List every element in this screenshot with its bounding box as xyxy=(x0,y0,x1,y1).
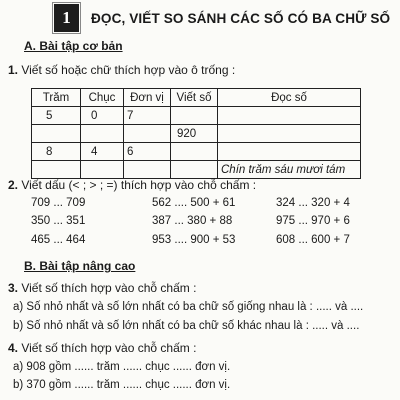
table-cell[interactable] xyxy=(218,125,361,143)
table-cell[interactable] xyxy=(171,107,218,125)
question-3 xyxy=(8,281,196,295)
question-4-text: Viết số thích hợp vào chỗ chấm : xyxy=(18,341,197,355)
table-cell[interactable] xyxy=(124,125,171,143)
table-cell[interactable] xyxy=(124,161,171,179)
question-2-number: 2. xyxy=(8,178,19,192)
header-ones: Đơn vị xyxy=(124,89,171,107)
question-3-part-a[interactable]: a) Số nhỏ nhất và số lớn nhất có ba chữ số giống nhau là : ..... và .... xyxy=(13,301,364,313)
section-advanced-heading: B. Bài tập nâng cao xyxy=(24,259,136,273)
place-value-table xyxy=(31,88,361,179)
header-read-number: Đọc số xyxy=(218,89,361,107)
question-2-text: Viết dấu (< ; > ; =) thích hợp vào chỗ chấm : xyxy=(18,178,257,192)
table-cell[interactable]: Chín trăm sáu mươi tám xyxy=(218,161,361,179)
header-tens: Chục xyxy=(81,89,124,107)
table-cell[interactable]: 5 xyxy=(32,107,81,125)
question-3-text: Viết số thích hợp vào chỗ chấm : xyxy=(18,281,197,295)
compare-item[interactable]: 350 ... 351 xyxy=(31,215,86,227)
compare-item[interactable]: 387 ... 380 + 88 xyxy=(152,215,233,227)
compare-item[interactable]: 975 ... 970 + 6 xyxy=(276,215,350,227)
table-cell[interactable] xyxy=(218,143,361,161)
table-cell[interactable] xyxy=(81,125,124,143)
compare-item[interactable]: 324 ... 320 + 4 xyxy=(276,197,350,209)
table-cell[interactable]: 4 xyxy=(81,143,124,161)
table-cell[interactable] xyxy=(171,143,218,161)
table-cell[interactable] xyxy=(32,161,81,179)
question-4-part-b[interactable]: b) 370 gồm ...... trăm ...... chục ...... đơn vị. xyxy=(13,379,231,391)
question-3-part-b[interactable]: b) Số nhỏ nhất và số lớn nhất có ba chữ số khác nhau là : ..... và .... xyxy=(13,320,360,332)
table-cell[interactable]: 8 xyxy=(32,143,81,161)
compare-item[interactable]: 608 ... 600 + 7 xyxy=(276,234,350,246)
compare-item[interactable]: 562 .... 500 + 61 xyxy=(152,197,236,209)
question-3-number: 3. xyxy=(8,281,19,295)
table-row xyxy=(32,143,361,161)
question-4-number: 4. xyxy=(8,341,19,355)
question-1 xyxy=(8,63,235,77)
question-2 xyxy=(8,178,256,192)
question-1-text: Viết số hoặc chữ thích hợp vào ô trống : xyxy=(18,63,236,77)
table-cell[interactable]: 920 xyxy=(171,125,218,143)
header-write-number: Viết số xyxy=(171,89,218,107)
table-cell[interactable]: 7 xyxy=(124,107,171,125)
table-header-row xyxy=(32,89,361,107)
table-cell[interactable] xyxy=(32,125,81,143)
table-row xyxy=(32,161,361,179)
compare-item[interactable]: 953 .... 900 + 53 xyxy=(152,234,236,246)
question-1-number: 1. xyxy=(8,63,19,77)
compare-item[interactable]: 465 ... 464 xyxy=(31,234,86,246)
table-cell[interactable] xyxy=(171,161,218,179)
question-4-part-a[interactable]: a) 908 gồm ...... trăm ...... chục ...... đơn vị. xyxy=(13,361,231,373)
lesson-number-badge: 1 xyxy=(54,4,79,32)
table-cell[interactable] xyxy=(81,161,124,179)
table-cell[interactable] xyxy=(218,107,361,125)
table-cell[interactable]: 6 xyxy=(124,143,171,161)
table-row xyxy=(32,125,361,143)
lesson-header xyxy=(54,4,390,32)
table-cell[interactable]: 0 xyxy=(81,107,124,125)
question-4 xyxy=(8,341,196,355)
section-basic-heading: A. Bài tập cơ bản xyxy=(24,39,123,53)
table-row xyxy=(32,107,361,125)
lesson-title: ĐỌC, VIẾT SO SÁNH CÁC SỐ CÓ BA CHỮ SỐ xyxy=(91,10,391,26)
header-hundreds: Trăm xyxy=(32,89,81,107)
compare-item[interactable]: 709 ... 709 xyxy=(31,197,86,209)
